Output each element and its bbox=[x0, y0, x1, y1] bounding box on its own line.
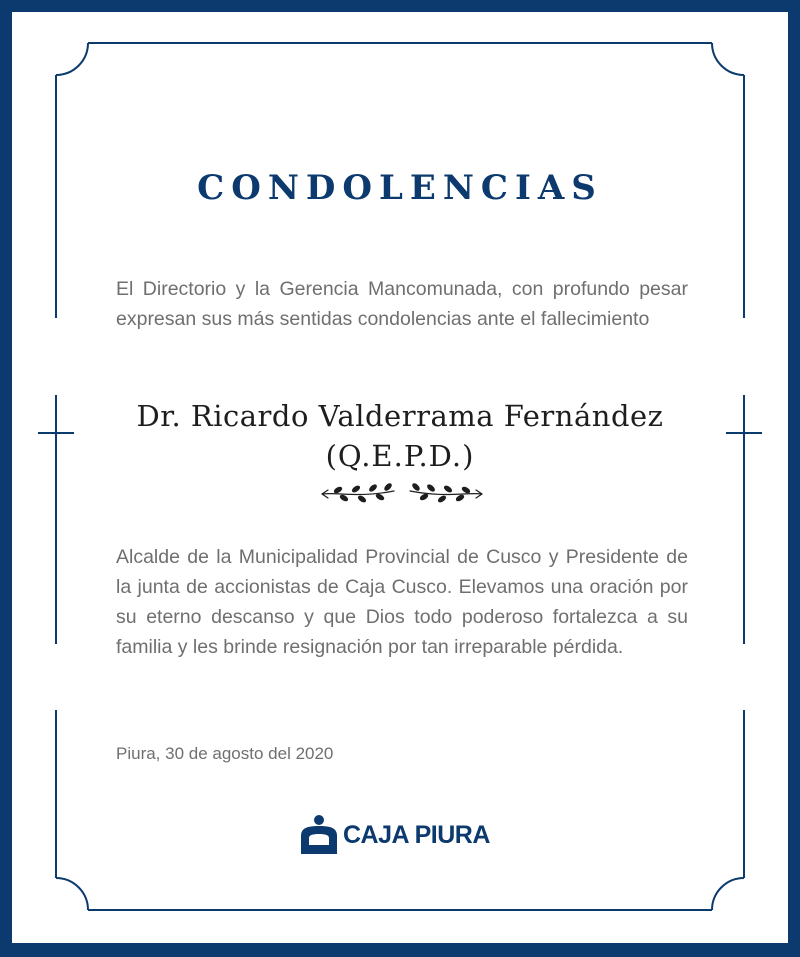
decorative-frame bbox=[12, 12, 788, 943]
deceased-suffix: (Q.E.P.D.) bbox=[325, 439, 475, 473]
body-paragraph: Alcalde de la Municipalidad Provincial de Cusco y Presidente de la junta de accionistas de Caja Cusco. Elevamos una oración por su eterno descanso y que Dios todo poderoso fortalezca a su familia y les brinde resignación por tan irreparable pérdida. bbox=[116, 546, 688, 658]
condolence-card bbox=[12, 12, 788, 943]
date-location: Piura, 30 de agosto del 2020 bbox=[116, 744, 334, 763]
caja-piura-logo bbox=[298, 812, 490, 858]
logo-text: CAJA PIURA bbox=[343, 820, 490, 849]
floral-ornament-icon bbox=[318, 480, 486, 506]
intro-paragraph: El Directorio y la Gerencia Mancomunada, con profundo pesar expresan sus más sentidas condolencias ante el fallecimiento bbox=[116, 278, 688, 330]
page-title: CONDOLENCIAS bbox=[197, 168, 603, 208]
caja-piura-logo-icon bbox=[298, 814, 340, 856]
deceased-name: Dr. Ricardo Valderrama Fernández bbox=[136, 399, 664, 433]
